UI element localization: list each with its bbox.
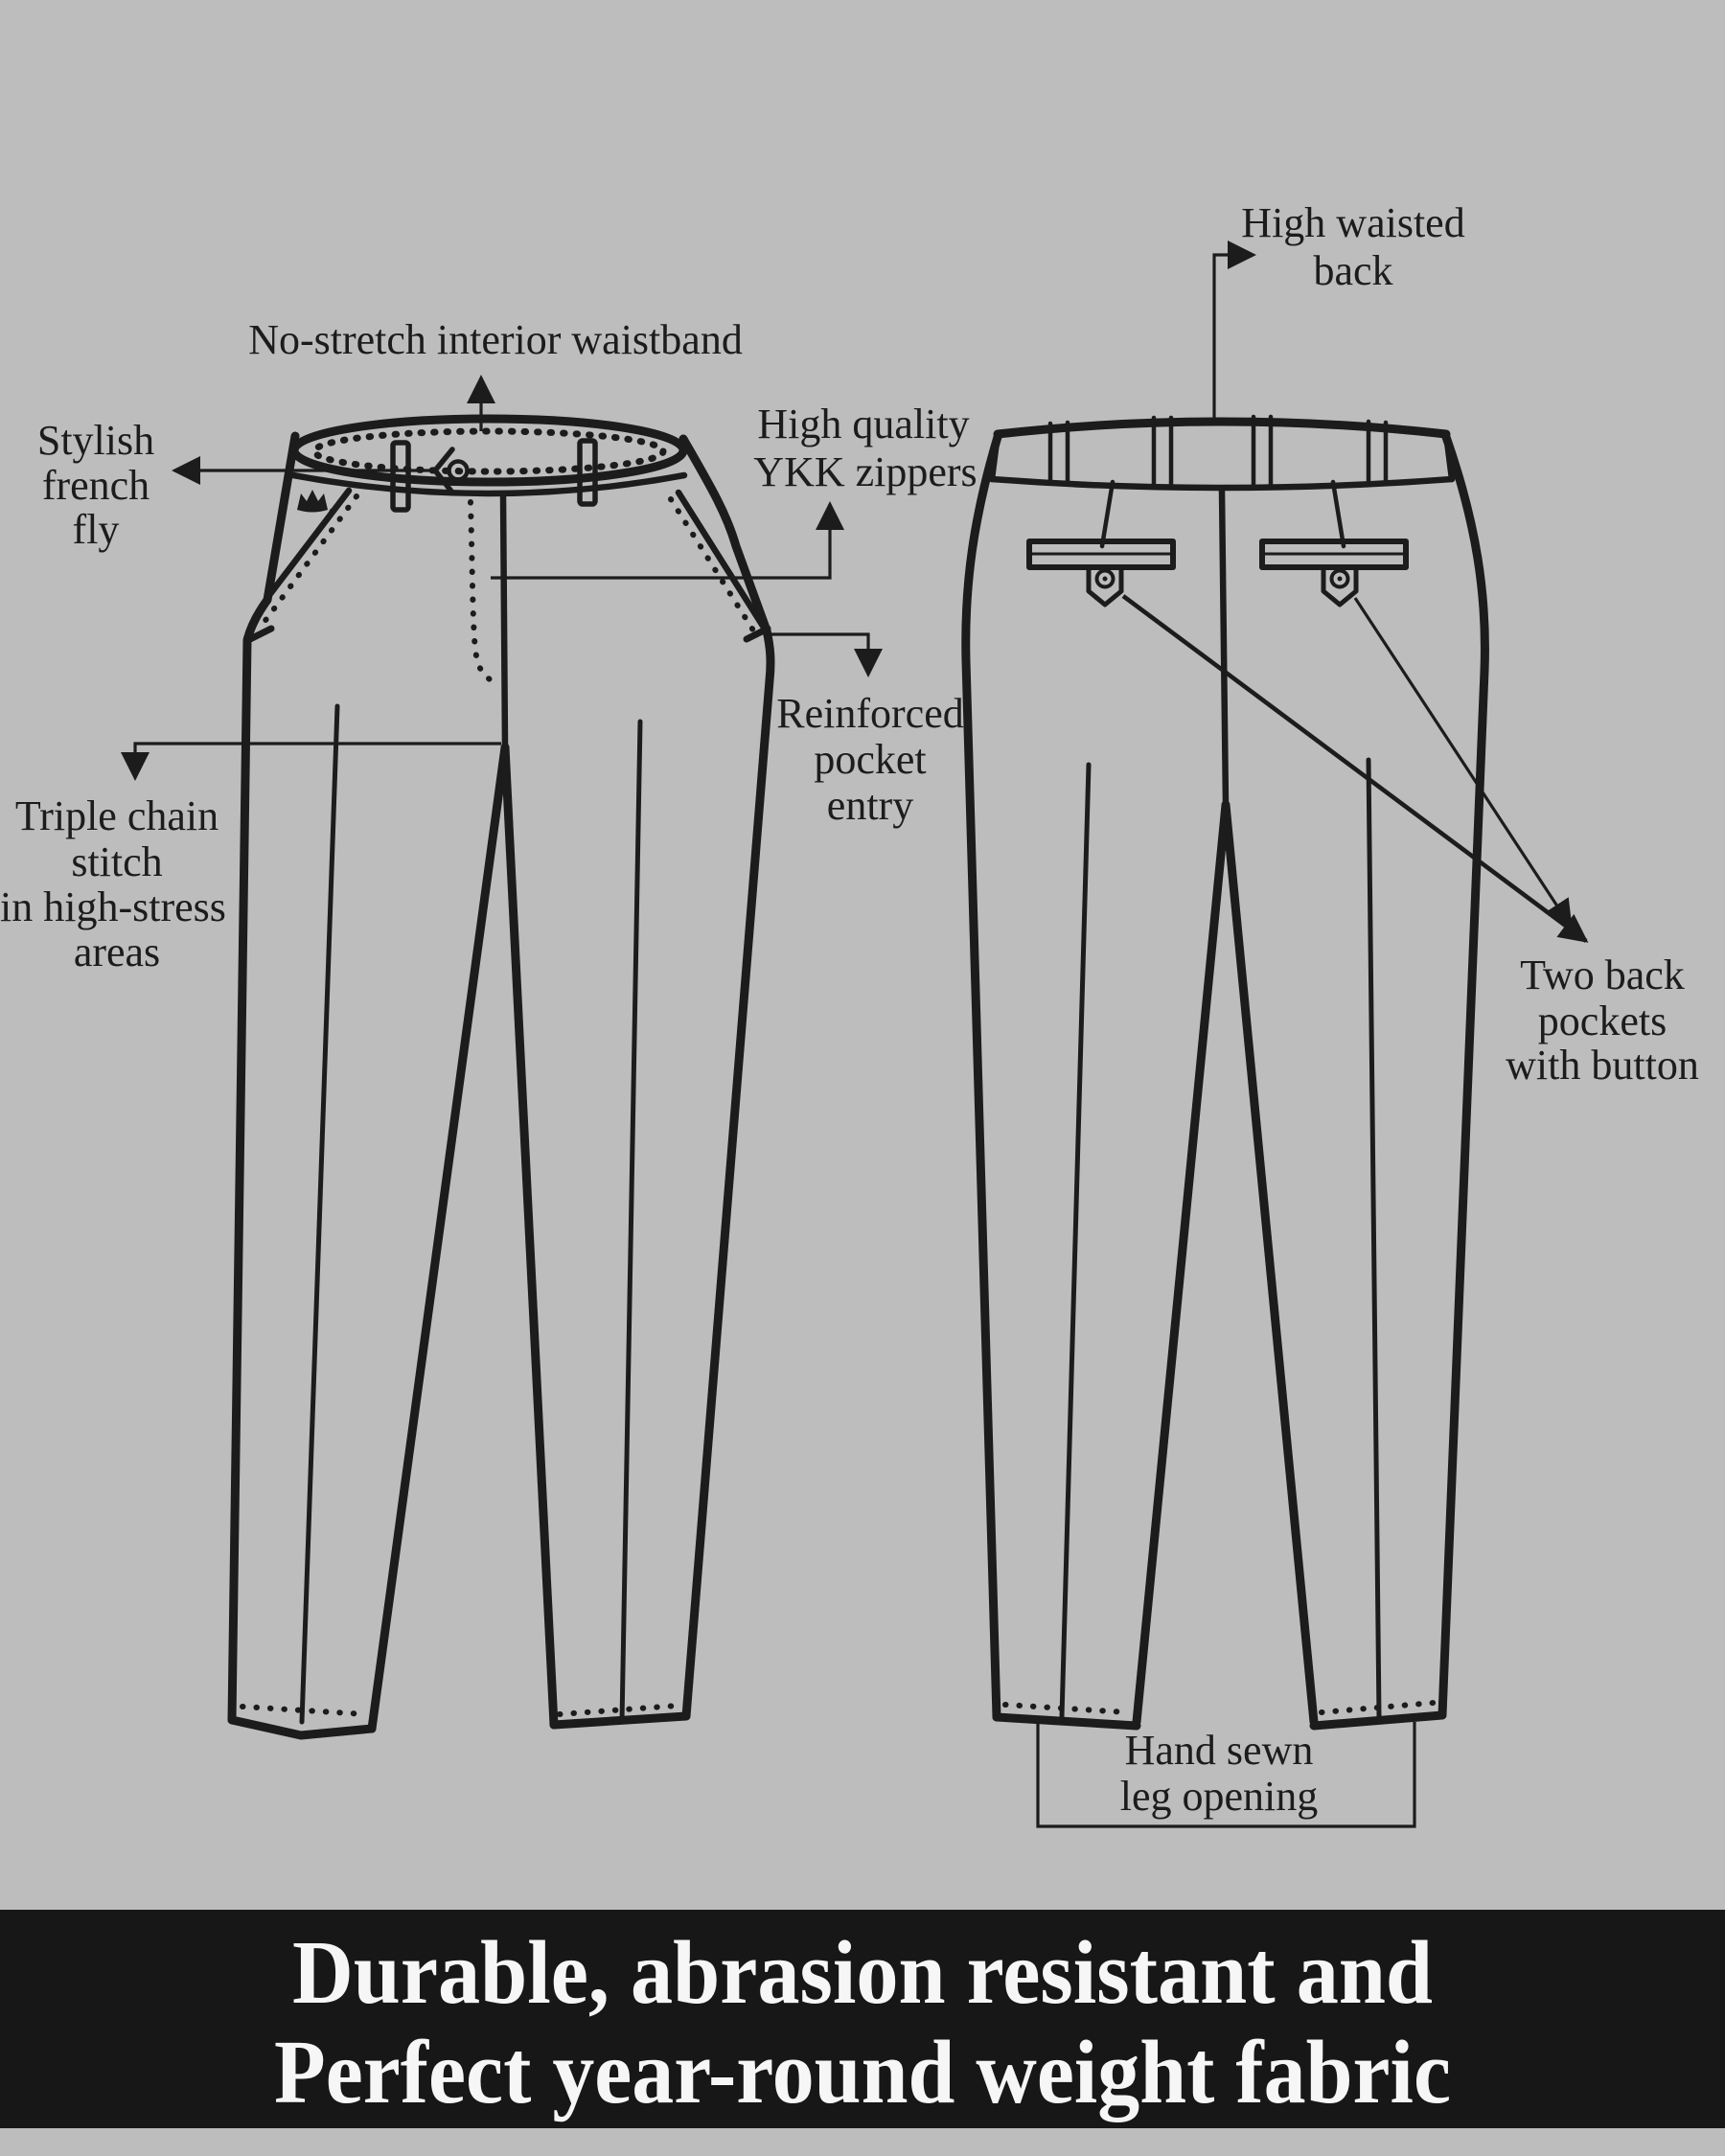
fly-j-stitch-dots [471,502,500,682]
front-right-hem-stitch-dots [560,1706,678,1714]
bottom-banner [0,1910,1725,2128]
triple-chain-arrow [135,744,501,778]
back-trousers-drawing [966,417,1485,1726]
front-trousers-drawing [232,419,770,1735]
french-fly-label-line2: french [41,462,150,509]
ykk-zippers-label-line1: High quality [757,401,970,447]
back-right-crease [1368,760,1379,1717]
front-center-seam [503,494,505,747]
back-center-seam [1222,491,1226,805]
front-left-outer-seam [232,436,295,1720]
annotation-hand-sewn-leg-opening [1038,1722,1414,1826]
back-pockets-arrow-left [1123,596,1586,941]
annotation-reinforced-pocket-entry [770,634,964,829]
triple-chain-label-line4: areas [73,929,161,975]
french-fly-label-line1: Stylish [36,417,155,464]
reinforced-pocket-label-line2: pocket [814,736,927,783]
back-waistband-bottom-edge [992,479,1452,488]
back-right-dart [1333,482,1344,546]
back-left-pocket [1029,541,1173,605]
front-right-inner-seam [505,747,554,1725]
front-right-crease [622,722,640,1722]
ykk-zippers-arrow [491,504,830,578]
waistband-button-dot [455,468,461,473]
reinforced-pocket-label-line1: Reinforced [776,690,964,737]
back-left-outer-seam [966,437,998,1717]
high-waisted-label-line2: back [1313,247,1393,294]
front-left-inner-seam [372,747,505,1729]
back-left-crease [1062,765,1089,1717]
annotation-high-waisted-back [1214,199,1465,420]
back-waistband-top-edge [998,422,1446,434]
no-stretch-label: No-stretch interior waistband [248,316,743,363]
back-left-pocket-button-dot [1103,577,1108,582]
back-pockets-label-line2: pockets [1537,998,1668,1044]
hand-sewn-label-line2: leg opening [1119,1773,1319,1820]
triple-chain-label-line2: stitch [71,838,163,885]
front-left-crease [302,706,337,1722]
interior-waistband-scallop-stitch [314,431,663,471]
hand-sewn-label-line1: Hand sewn [1124,1727,1314,1774]
banner-line1: Durable, abrasion resistant and [292,1923,1433,2023]
back-left-dart [1102,482,1113,546]
reinforced-pocket-label-line3: entry [826,782,914,829]
annotation-triple-chain-stitch [0,744,501,975]
triple-chain-label-line3: in high-stress [0,883,226,930]
french-fly-label-line3: fly [72,506,120,553]
high-waisted-arrow [1214,255,1254,420]
back-pockets-label-line3: with button [1506,1042,1699,1089]
back-right-outer-seam [1442,437,1484,1715]
ykk-zippers-label-line2: YKK zippers [753,448,978,495]
triple-chain-label-line1: Triple chain [14,792,219,839]
back-pockets-label-line1: Two back [1520,952,1685,998]
reinforced-pocket-arrow [770,634,868,675]
back-pockets-arrow-right [1355,598,1571,927]
back-right-pocket [1262,541,1406,605]
crown-logo-icon [297,490,328,513]
annotation-no-stretch-waistband [248,316,743,431]
back-left-hem-stitch-dots [1005,1705,1128,1712]
back-right-pocket-button-dot [1338,577,1343,582]
back-left-inner-seam [1137,805,1226,1722]
high-waisted-label-line1: High waisted [1241,199,1465,246]
back-right-inner-seam [1226,805,1314,1722]
front-belt-loop-right [580,441,595,504]
banner-line2: Perfect year-round weight fabric [274,2023,1451,2122]
back-left-hem [997,1717,1137,1726]
